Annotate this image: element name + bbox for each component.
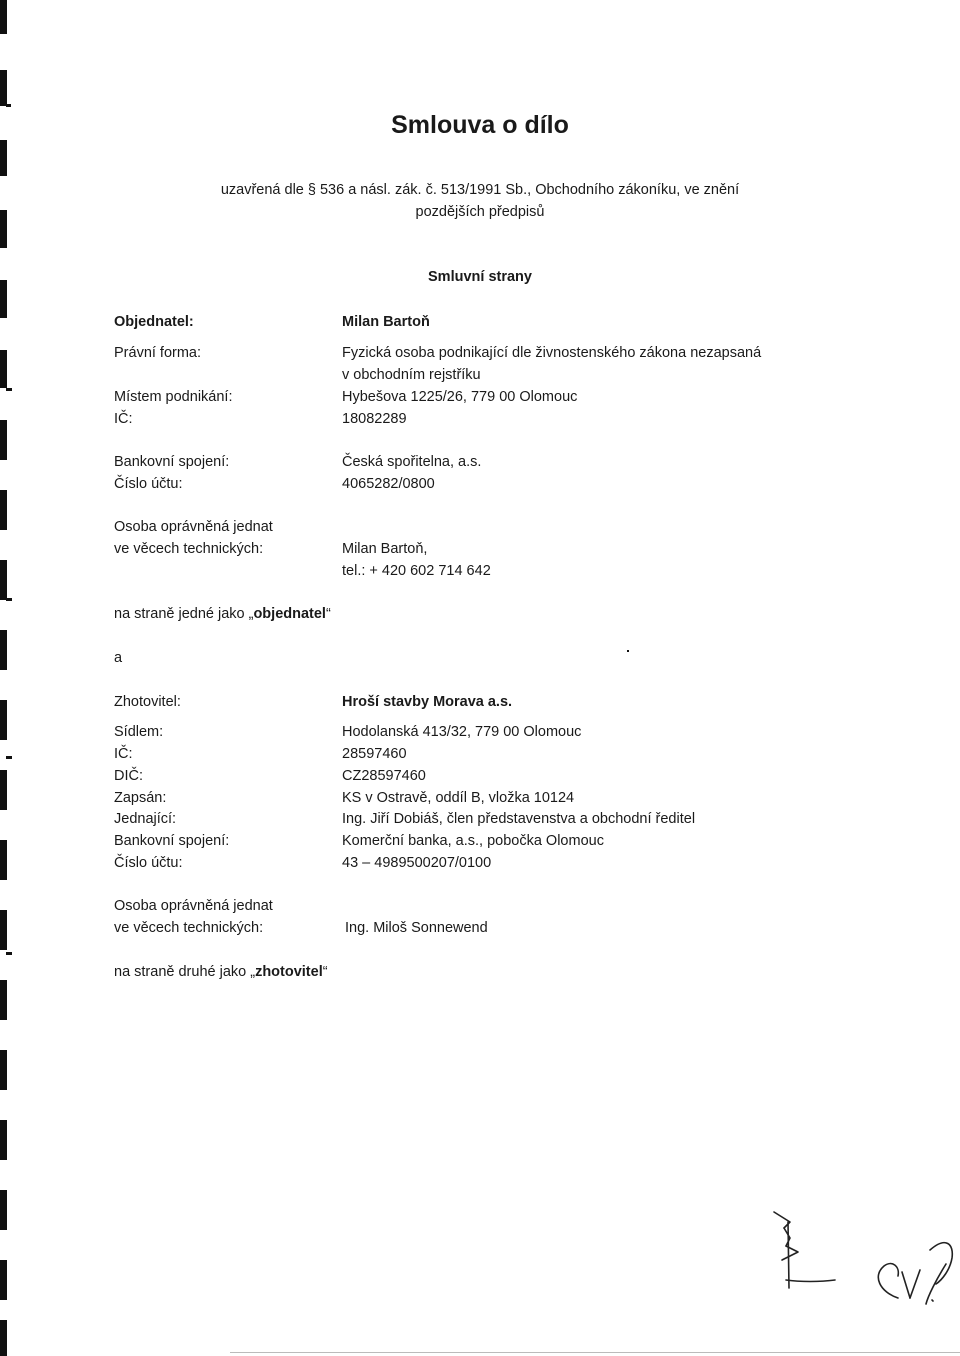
- zhotovitel-tech-value: Ing. Miloš Sonnewend: [345, 920, 488, 936]
- document-title: Smlouva o dílo: [391, 111, 569, 139]
- zhotovitel-bank-value: Komerční banka, a.s., pobočka Olomouc: [342, 833, 604, 849]
- zhotovitel-account-value: 43 – 4989500207/0100: [342, 855, 492, 871]
- scan-speck: [627, 650, 629, 652]
- legal-form-line1: Fyzická osoba podnikající dle živnostenského zákona nezapsaná: [342, 345, 762, 361]
- document-subtitle-line2: pozdějších předpisů: [415, 204, 545, 220]
- handwritten-signature: [760, 1200, 960, 1315]
- zhotovitel-ic-label: IČ:: [114, 746, 133, 762]
- legal-form-label: Právní forma:: [114, 345, 202, 361]
- objednatel-tech-label-line1: Osoba oprávněná jednat: [114, 519, 273, 535]
- zhotovitel-ic-value: 28597460: [342, 746, 407, 762]
- objednatel-bank-label: Bankovní spojení:: [114, 454, 230, 470]
- objednatel-tech-label-line2: ve věcech technických:: [114, 541, 264, 557]
- section-heading: Smluvní strany: [428, 269, 532, 285]
- legal-form-line2: v obchodním rejstříku: [342, 367, 481, 383]
- seat-value: Hodolanská 413/32, 779 00 Olomouc: [342, 724, 582, 740]
- seat-label: Sídlem:: [114, 724, 164, 740]
- acting-label: Jednající:: [114, 811, 177, 827]
- objednatel-account-label: Číslo účtu:: [114, 476, 183, 492]
- objednatel-label: Objednatel:: [114, 314, 194, 330]
- zhotovitel-tech-label-line2: ve věcech technických:: [114, 920, 264, 936]
- objednatel-role: objednatel: [253, 606, 326, 622]
- registered-label: Zapsán:: [114, 790, 167, 806]
- acting-value: Ing. Jiří Dobiáš, člen představenstva a obchodní ředitel: [342, 811, 696, 827]
- objednatel-name: Milan Bartoň: [342, 314, 430, 330]
- dic-label: DIČ:: [114, 768, 143, 784]
- objednatel-ic-label: IČ:: [114, 411, 133, 427]
- registered-value: KS v Ostravě, oddíl B, vložka 10124: [342, 790, 575, 806]
- objednatel-bank-value: Česká spořitelna, a.s.: [342, 454, 482, 470]
- bottom-rule: [230, 1352, 960, 1353]
- zhotovitel-bank-label: Bankovní spojení:: [114, 833, 230, 849]
- zhotovitel-tech-label-line1: Osoba oprávněná jednat: [114, 898, 273, 914]
- objednatel-tech-value-line1: Milan Bartoň,: [342, 541, 428, 557]
- objednatel-tech-value-line2: tel.: + 420 602 714 642: [342, 563, 491, 579]
- objednatel-ic-value: 18082289: [342, 411, 407, 427]
- objednatel-account-value: 4065282/0800: [342, 476, 435, 492]
- connector-text: a: [114, 650, 123, 666]
- zhotovitel-account-label: Číslo účtu:: [114, 855, 183, 871]
- zhotovitel-side-statement: na straně druhé jako „zhotovitel“: [114, 964, 328, 980]
- dic-value: CZ28597460: [342, 768, 426, 784]
- objednatel-side-statement: na straně jedné jako „objednatel“: [114, 606, 331, 622]
- zhotovitel-label: Zhotovitel:: [114, 694, 181, 710]
- document-subtitle-line1: uzavřená dle § 536 a násl. zák. č. 513/1991 Sb., Obchodního zákoníku, ve znění: [220, 182, 740, 198]
- zhotovitel-name: Hroší stavby Morava a.s.: [342, 694, 513, 710]
- place-value: Hybešova 1225/26, 779 00 Olomouc: [342, 389, 578, 405]
- place-label: Místem podnikání:: [114, 389, 233, 405]
- zhotovitel-role: zhotovitel: [255, 964, 323, 980]
